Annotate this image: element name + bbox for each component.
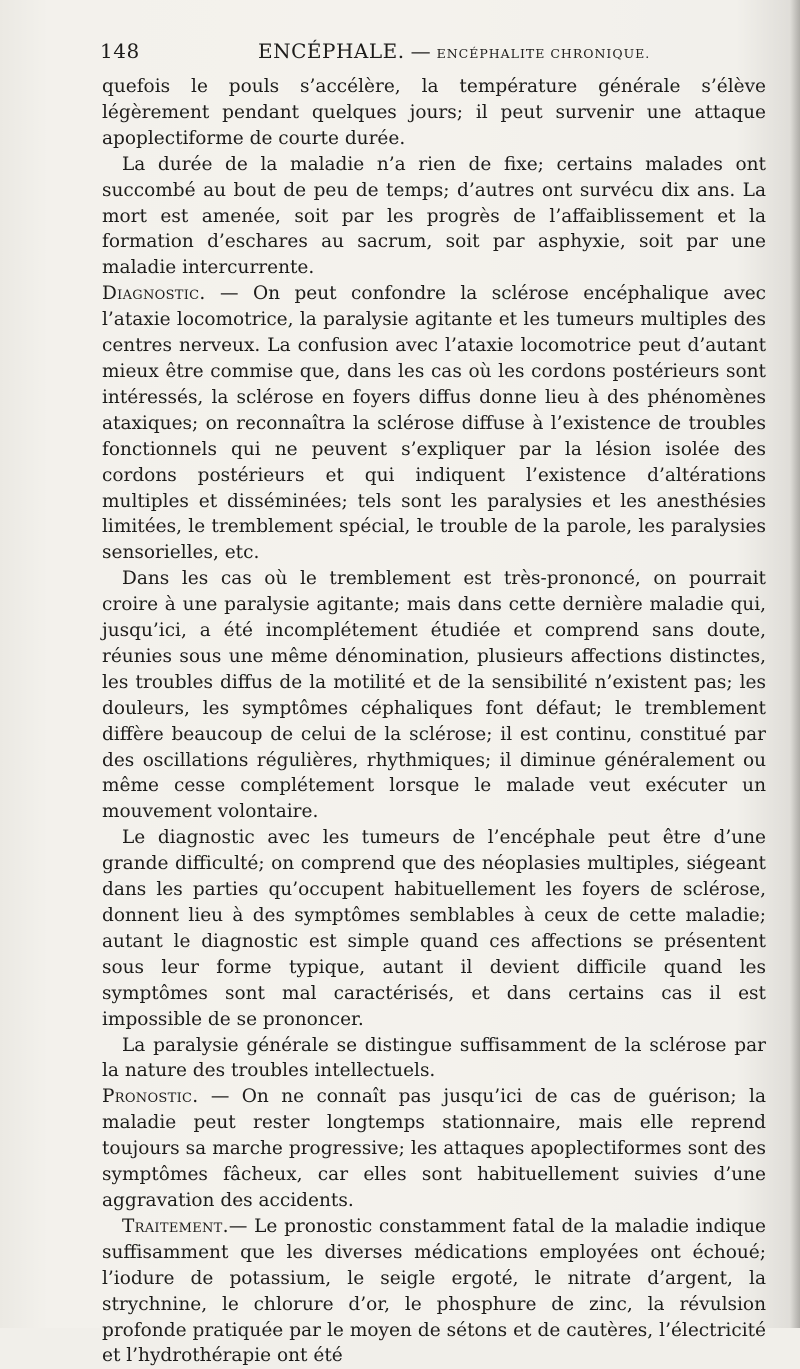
paragraph-duration [102, 152, 766, 282]
section-heading-traitement: Traitement. [122, 1215, 229, 1237]
page-number: 148 [100, 39, 140, 63]
paragraph-text: quefois le pouls s’accélère, la température générale s’élève légèrement pendant quelques jours; il peut survenir une attaque apoplectiforme de courte durée. [102, 76, 766, 149]
running-head-separator: — [410, 39, 431, 63]
section-title: ENCÉPHALITE CHRONIQUE. [436, 46, 651, 61]
paragraph-diagnostic [102, 281, 766, 566]
body-text [102, 74, 766, 1369]
paragraph-traitement [102, 1214, 766, 1369]
section-heading-pronostic: Pronostic. [102, 1086, 199, 1108]
running-head [258, 36, 650, 69]
paragraph-text: La paralysie générale se distingue suffisamment de la sclérose par la nature des troubles intellectuels. [102, 1034, 766, 1082]
section-heading-diagnostic: Diagnostic. [102, 283, 206, 305]
paragraph-text: Dans les cas où le tremblement est très-prononcé, on pourrait croire à une paralysie agitante; mais dans cette dernière maladie qui, jusqu’ici, a été incomplétement étudiée et comprend sans doute, réunies sous une même dénomination, plusieurs affections distinctes, les troubles diffus de la motilité et de la sensibilité n’existent pas; les douleurs, les symptômes céphaliques font défaut; le tremblement diffère beaucoup de celui de la sclérose; il est continu, constitué par des oscillations régulières, rhythmiques; il diminue généralement ou même cesse complétement lorsque le malade veut exécuter un mouvement volontaire. [102, 568, 766, 823]
paragraph-paralysie-generale [102, 1033, 766, 1085]
paragraph-text: Le diagnostic avec les tumeurs de l’encéphale peut être d’une grande difficulté; on comprend que des néoplasies multiples, siégeant dans les parties qu’occupent habituellement les foyers de sclérose, donnent lieu à des symptômes semblables à ceux de cette maladie; autant le diagnostic est simple quand ces affections se présentent sous leur forme typique, autant il devient difficile quand les symptômes sont mal caractérisés, et dans certains cas il est impossible de se prononcer. [102, 827, 766, 1030]
page-spine-shadow [790, 0, 800, 1328]
paragraph-text: — On peut confondre la sclérose encéphalique avec l’ataxie locomotrice, la paralysie agitante et les tumeurs multiples des centres nerveux. La confusion avec l’ataxie locomotrice peut d’autant mieux être commise que, dans les cas où les cordons postérieurs sont intéressés, la sclérose en foyers diffus donne lieu à des phénomènes ataxiques; on reconnaîtra la sclérose diffuse à l’existence de troubles fonctionnels qui ne peuvent s’expliquer par la lésion isolée des cordons postérieurs et qui indiquent l’existence d’altérations multiples et disséminées; tels sont les paralysies et les anesthésies limitées, le tremblement spécial, le trouble de la parole, les paralysies sensorielles, etc. [102, 283, 766, 564]
paragraph-tumeurs [102, 825, 766, 1032]
paragraph-text: — On ne connaît pas jusqu’ici de cas de guérison; la maladie peut rester longtemps stationnaire, mais elle reprend toujours sa marche progressive; les attaques apoplectiformes sont des symptômes fâcheux, car elles sont habituellement suivies d’une aggravation des accidents. [102, 1086, 766, 1211]
paragraph-pronostic [102, 1084, 766, 1214]
paragraph-text: La durée de la maladie n’a rien de fixe; certains malades ont succombé au bout de peu de temps; d’autres ont survécu dix ans. La mort est amenée, soit par les progrès de l’affaiblissement et la formation d’eschares au sacrum, soit par asphyxie, soit par une maladie intercurrente. [102, 153, 766, 279]
page-header [100, 36, 766, 66]
paragraph-paralysie-agitante [102, 566, 766, 825]
paragraph-continuation [102, 74, 766, 152]
running-title: ENCÉPHALE. [258, 39, 405, 63]
paragraph-text: — Le pronostic constamment fatal de la maladie indique suffisamment que les diverses médications employées ont échoué; l’iodure de potassium, le seigle ergoté, le nitrate d’argent, la strychnine, le chlorure d’or, le phosphure de zinc, la révulsion profonde pratiquée par le moyen de sétons et de cautères, l’électricité et l’hydrothérapie ont été [102, 1215, 766, 1367]
